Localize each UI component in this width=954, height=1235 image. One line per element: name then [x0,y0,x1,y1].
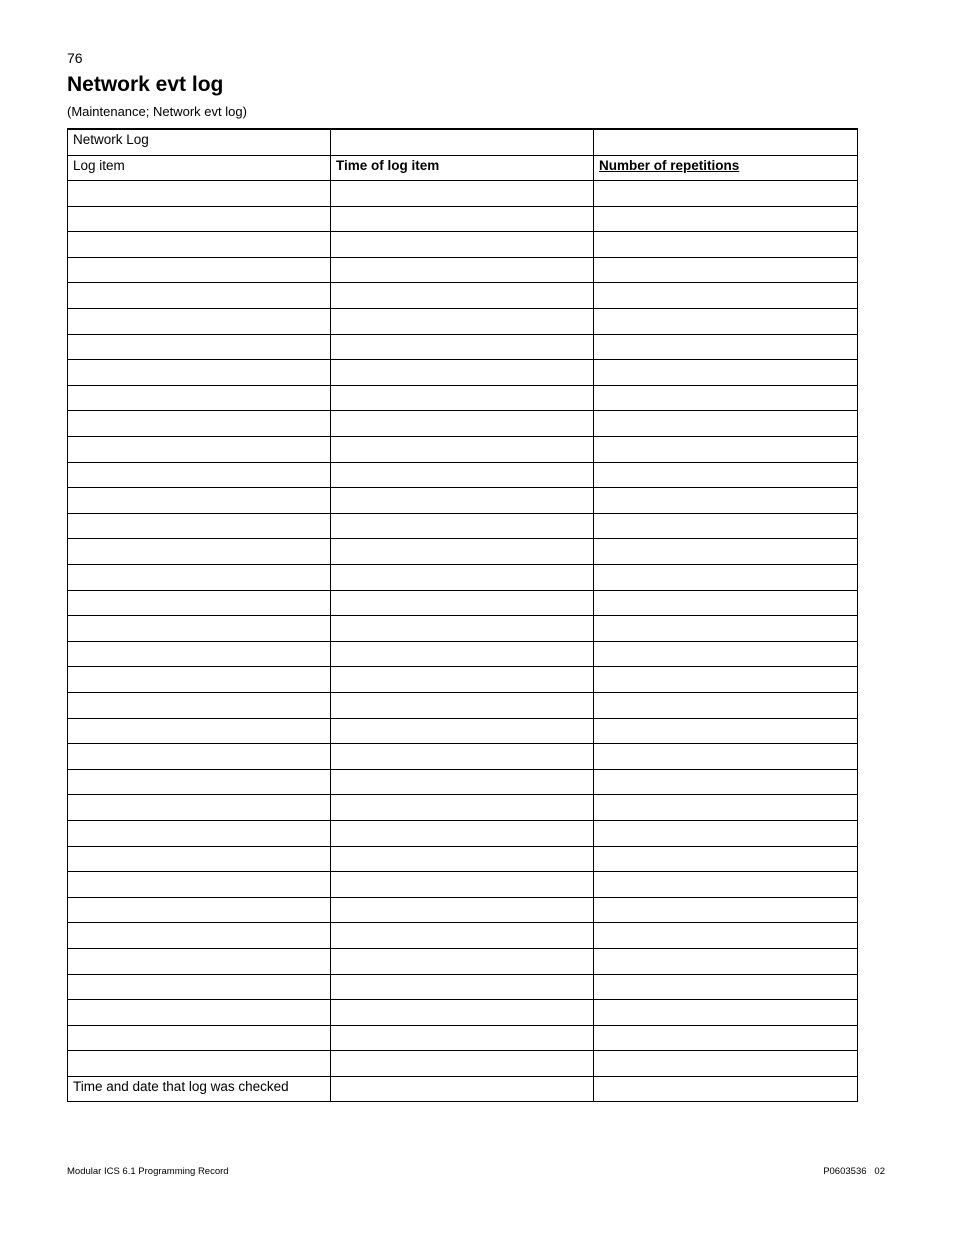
table-row [68,360,858,386]
log-entry-cell[interactable] [68,667,331,693]
log-entry-cell[interactable] [68,437,331,463]
log-entry-cell[interactable] [594,539,858,565]
table-row [68,616,858,642]
log-entry-cell[interactable] [68,1051,331,1077]
log-entry-cell[interactable] [68,820,331,846]
log-entry-cell[interactable] [68,974,331,1000]
log-entry-cell[interactable] [594,181,858,207]
table-group-row [68,129,858,155]
log-entry-cell[interactable] [594,257,858,283]
log-entry-cell[interactable] [68,923,331,949]
log-entry-cell[interactable] [594,334,858,360]
table-header-row [68,155,858,181]
log-entry-cell[interactable] [331,923,594,949]
page-subtitle: (Maintenance; Network evt log) [67,104,247,119]
table-row [68,923,858,949]
log-entry-cell[interactable] [68,795,331,821]
log-entry-cell[interactable] [68,1000,331,1026]
log-entry-cell[interactable] [331,769,594,795]
log-entry-cell[interactable] [68,616,331,642]
log-entry-cell[interactable] [331,948,594,974]
checked-entry-cell[interactable] [594,1076,858,1102]
log-entry-cell[interactable] [68,462,331,488]
table-row [68,283,858,309]
header-time-of-log-item: Time of log item [331,155,594,181]
log-entry-cell[interactable] [68,309,331,335]
log-entry-cell[interactable] [68,846,331,872]
log-entry-cell[interactable] [594,872,858,898]
log-entry-cell[interactable] [68,513,331,539]
log-entry-cell[interactable] [594,795,858,821]
log-entry-cell[interactable] [594,641,858,667]
log-entry-cell[interactable] [68,385,331,411]
log-entry-cell[interactable] [68,744,331,770]
log-entry-cell[interactable] [331,232,594,258]
log-entry-cell[interactable] [594,1000,858,1026]
table-row [68,565,858,591]
log-entry-cell[interactable] [594,232,858,258]
log-entry-cell[interactable] [594,692,858,718]
log-entry-cell[interactable] [68,283,331,309]
table-row [68,539,858,565]
table-row [68,590,858,616]
table-row [68,897,858,923]
log-entry-cell[interactable] [331,206,594,232]
table-row-checked [68,1076,858,1102]
log-entry-cell[interactable] [331,872,594,898]
log-entry-cell[interactable] [68,334,331,360]
log-entry-cell[interactable] [331,488,594,514]
log-entry-cell[interactable] [331,692,594,718]
checked-entry-cell[interactable] [331,1076,594,1102]
log-entry-cell[interactable] [594,488,858,514]
log-entry-cell[interactable] [594,1025,858,1051]
table-row [68,769,858,795]
log-entry-cell[interactable] [331,385,594,411]
log-entry-cell[interactable] [594,309,858,335]
log-entry-cell[interactable] [331,309,594,335]
log-entry-cell[interactable] [331,744,594,770]
log-entry-cell[interactable] [331,795,594,821]
log-entry-cell[interactable] [331,897,594,923]
footer-document-title: Modular ICS 6.1 Programming Record [67,1166,229,1177]
log-entry-cell[interactable] [594,462,858,488]
footer-document-code: P0603536 02 [823,1166,885,1177]
table-row [68,513,858,539]
table-row [68,181,858,207]
log-entry-cell[interactable] [68,539,331,565]
table-row [68,948,858,974]
log-entry-cell[interactable] [331,641,594,667]
table-row [68,411,858,437]
log-entry-cell[interactable] [331,718,594,744]
log-entry-cell[interactable] [594,667,858,693]
log-entry-cell[interactable] [331,1025,594,1051]
log-entry-cell[interactable] [594,616,858,642]
log-entry-cell[interactable] [68,872,331,898]
table-row [68,692,858,718]
log-entry-cell[interactable] [331,411,594,437]
table-row [68,334,858,360]
log-entry-cell[interactable] [594,360,858,386]
page-title: Network evt log [67,73,224,96]
table-row [68,744,858,770]
log-entry-cell[interactable] [331,820,594,846]
network-log-table [67,128,858,1102]
log-entry-cell[interactable] [594,948,858,974]
log-entry-cell[interactable] [594,590,858,616]
log-entry-cell[interactable] [331,1051,594,1077]
log-entry-cell[interactable] [68,411,331,437]
log-entry-cell[interactable] [594,385,858,411]
log-entry-cell[interactable] [594,820,858,846]
table-row [68,974,858,1000]
log-entry-cell[interactable] [594,283,858,309]
log-entry-cell[interactable] [331,257,594,283]
log-entry-cell[interactable] [68,1025,331,1051]
log-entry-cell[interactable] [594,1051,858,1077]
log-entry-cell[interactable] [331,513,594,539]
table-row [68,846,858,872]
log-entry-cell[interactable] [331,181,594,207]
log-entry-cell[interactable] [594,437,858,463]
header-number-of-repetitions-cell [594,155,858,181]
log-entry-cell[interactable] [68,181,331,207]
table-row [68,462,858,488]
log-entry-cell[interactable] [68,565,331,591]
header-number-of-repetitions: Number of repetitions [599,157,740,173]
group-empty-cell[interactable] [331,129,594,155]
table-row [68,206,858,232]
log-entry-cell[interactable] [331,360,594,386]
table-row [68,309,858,335]
log-entry-cell[interactable] [331,462,594,488]
table-row [68,257,858,283]
table-row [68,488,858,514]
table-row [68,641,858,667]
table-row [68,437,858,463]
page-number: 76 [67,50,83,66]
log-entry-cell[interactable] [68,718,331,744]
log-entry-cell[interactable] [68,897,331,923]
log-entry-cell[interactable] [594,846,858,872]
log-entry-cell[interactable] [331,334,594,360]
log-entry-cell[interactable] [594,897,858,923]
log-entry-cell[interactable] [331,539,594,565]
log-entry-cell[interactable] [331,1000,594,1026]
log-entry-cell[interactable] [331,974,594,1000]
table-row [68,1051,858,1077]
log-entry-cell[interactable] [68,257,331,283]
log-entry-cell[interactable] [331,283,594,309]
log-entry-cell[interactable] [68,360,331,386]
table-row [68,718,858,744]
log-entry-cell[interactable] [68,206,331,232]
log-entry-cell[interactable] [331,590,594,616]
log-entry-cell[interactable] [594,206,858,232]
log-entry-cell[interactable] [331,437,594,463]
log-entry-cell[interactable] [331,846,594,872]
log-entry-cell[interactable] [594,744,858,770]
log-entry-cell[interactable] [68,641,331,667]
log-entry-cell[interactable] [68,232,331,258]
checked-label-cell: Time and date that log was checked [68,1076,331,1102]
table-row [68,667,858,693]
table-row [68,1000,858,1026]
log-entry-cell[interactable] [594,769,858,795]
header-log-item: Log item [68,155,331,181]
table-row [68,1025,858,1051]
log-entry-cell[interactable] [594,411,858,437]
table-row [68,872,858,898]
log-entry-cell[interactable] [594,565,858,591]
log-entry-cell[interactable] [68,590,331,616]
log-entry-cell[interactable] [594,923,858,949]
log-entry-cell[interactable] [594,513,858,539]
log-entry-cell[interactable] [68,769,331,795]
log-entry-cell[interactable] [68,692,331,718]
table-row [68,795,858,821]
log-entry-cell[interactable] [331,565,594,591]
group-label-cell: Network Log [68,129,331,155]
table-row [68,385,858,411]
log-entry-cell[interactable] [68,488,331,514]
log-entry-cell[interactable] [331,667,594,693]
log-entry-cell[interactable] [594,974,858,1000]
log-entry-cell[interactable] [331,616,594,642]
table-row [68,820,858,846]
group-empty-cell[interactable] [594,129,858,155]
table-row [68,232,858,258]
log-entry-cell[interactable] [68,948,331,974]
log-entry-cell[interactable] [594,718,858,744]
